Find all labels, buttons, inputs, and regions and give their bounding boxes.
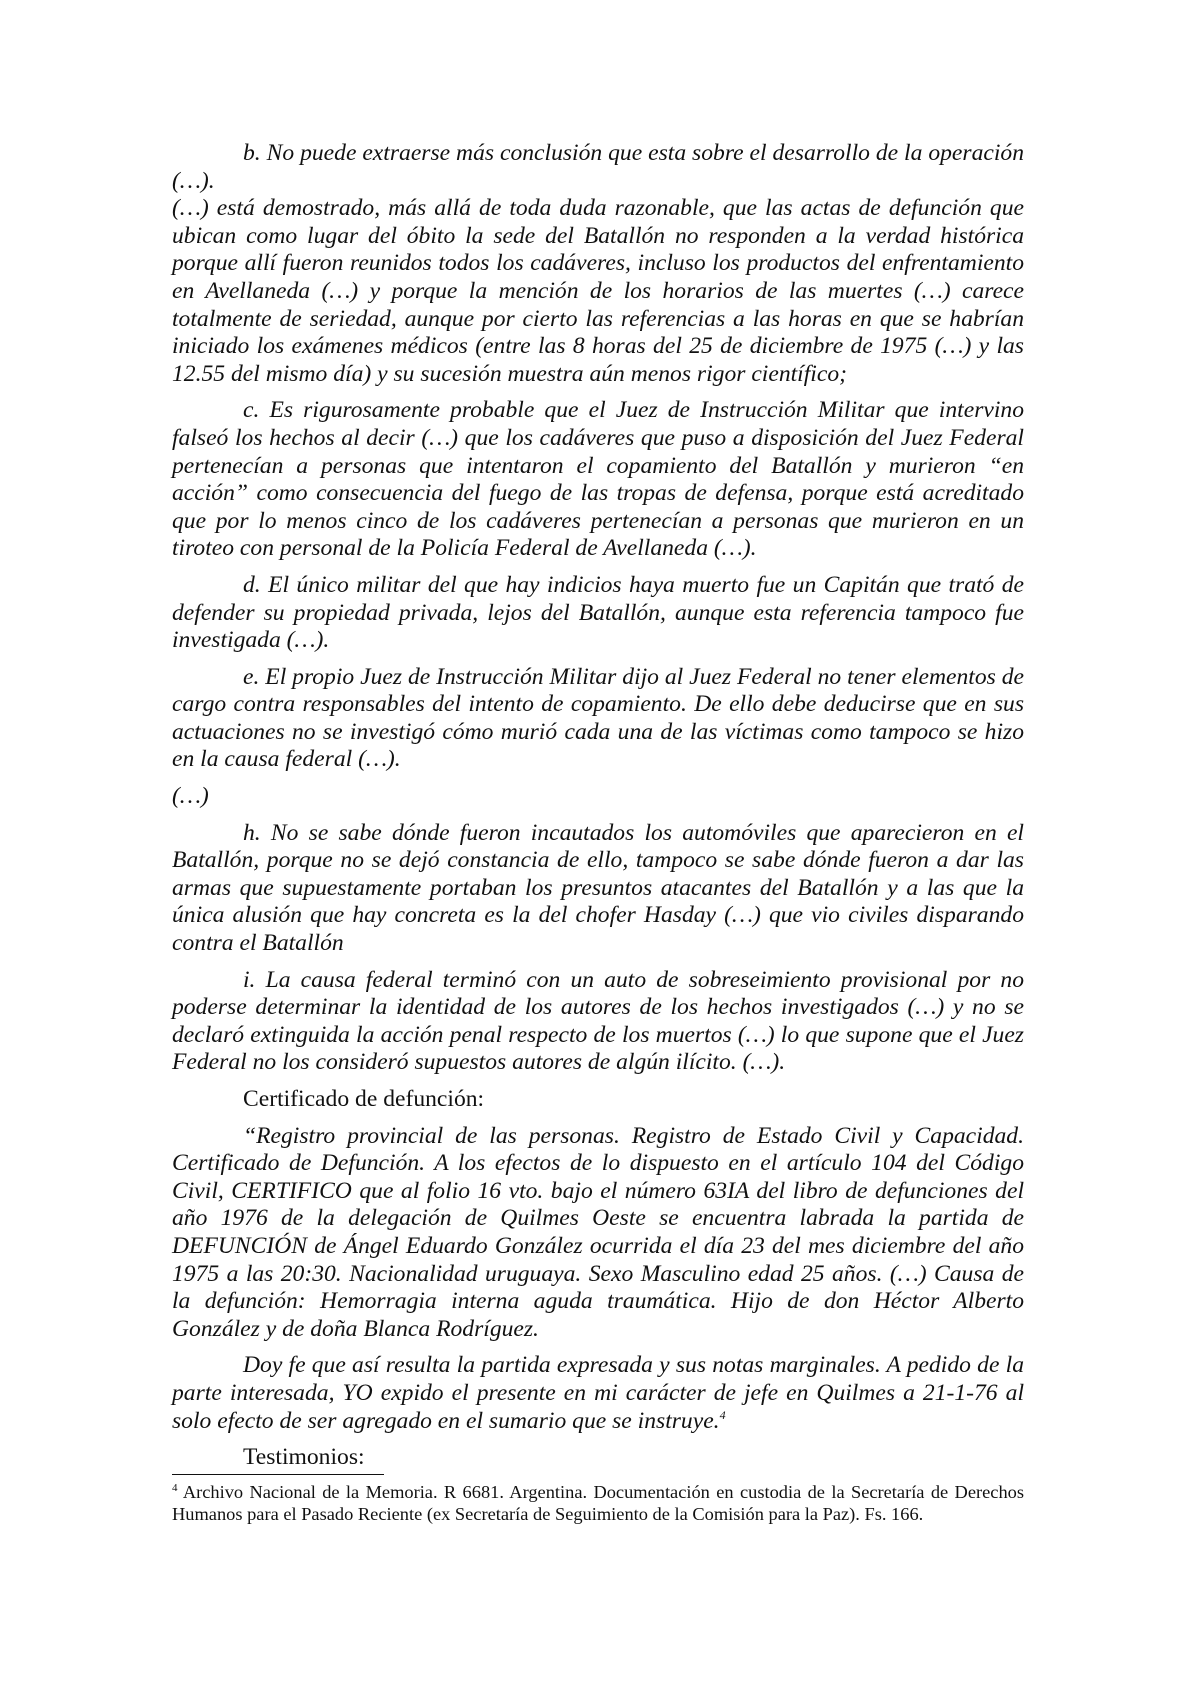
testimonios-heading: Testimonios: [243, 1444, 365, 1471]
document-body [172, 140, 1024, 1481]
paragraph-e: e. El propio Juez de Instrucción Militar dijo al Juez Federal no tener elementos de cargo contra responsables del intento de copamiento. De ello debe deducirse que en sus actuaciones no se investigó cómo murió cada una de las víctimas como tampoco se hizo en la causa federal (…). [172, 663, 1024, 773]
paragraph-b-continued: (…) está demostrado, más allá de toda duda razonable, que las actas de defunción que ubican como lugar del óbito la sede del Batallón no responden a la verdad histórica porque allí fueron reunidos todos los cadáveres, incluso los productos del enfrentamiento en Avellaneda (…) y porque la mención de los horarios de las muertes (…) carece totalmente de seriedad, aunque por cierto las referencias a las horas en que se habrían iniciado los exámenes médicos (entre las 8 horas del 25 de diciembre de 1975 (…) y las 12.55 del mismo día) y su sucesión muestra aún menos rigor científico; [172, 195, 1024, 387]
paragraph-ellipsis: (…) [172, 783, 209, 810]
footnote-text: Archivo Nacional de la Memoria. R 6681. Argentina. Documentación en custodia de la Secretaría de Derechos Humanos para el Pasado Reciente (ex Secretaría de Seguimiento de la Comisión para la Paz). Fs. 166. [172, 1482, 1024, 1524]
certificate-close-text: Doy fe que así resulta la partida expresada y sus notas marginales. A pedido de la parte interesada, YO expido el presente en mi carácter de jefe en Quilmes a 21-1-76 al solo efecto de ser agregado en el sumario que se instruye. [172, 1352, 1024, 1434]
footnote-reference[interactable]: 4 [719, 1407, 726, 1422]
paragraph-i: i. La causa federal terminó con un auto de sobreseimiento provisional por no poderse determinar la identidad de los autores de los hechos investigados (…) y no se declaró extinguida la acción penal respecto de los muertos (…) lo que supone que el Juez Federal no los consideró supuestos autores de algún ilícito. (…). [172, 966, 1024, 1076]
paragraph-d: d. El único militar del que hay indicios haya muerto fue un Capitán que trató de defender su propiedad privada, lejos del Batallón, aunque esta referencia tampoco fue investigada (…). [172, 571, 1024, 654]
paragraph-b: b. No puede extraerse más conclusión que esta sobre el desarrollo de la operación (…). [172, 140, 1024, 194]
paragraph-c: c. Es rigurosamente probable que el Juez de Instrucción Militar que intervino falseó los hechos al decir (…) que los cadáveres que puso a disposición del Juez Federal pertenecían a personas que intentaron el copamiento del Batallón y murieron “en acción” como consecuencia del fuego de las tropas de defensa, porque está acreditado que por lo menos cinco de los cadáveres pertenecían a personas que murieron en un tiroteo con personal de la Policía Federal de Avellaneda (…). [172, 397, 1024, 562]
footnote-separator [172, 1474, 384, 1475]
footnote-number: 4 [172, 1481, 178, 1494]
footnote [172, 1481, 1024, 1525]
certificate-close [172, 1352, 1024, 1435]
paragraph-h: h. No se sabe dónde fueron incautados los automóviles que aparecieron en el Batallón, porque no se dejó constancia de ello, tampoco se sabe dónde fueron a dar las armas que supuestamente portaban los presuntos atacantes del Batallón y a las que la única alusión que hay concreta es la del chofer Hasday (…) que vio civiles disparando contra el Batallón [172, 819, 1024, 957]
certificate-body: “Registro provincial de las personas. Registro de Estado Civil y Capacidad. Certificado de Defunción. A los efectos de lo dispuesto en el artículo 104 del Código Civil, CERTIFICO que al folio 16 vto. bajo el número 63IA del libro de defunciones del año 1976 de la delegación de Quilmes Oeste se encuentra labrada la partida de DEFUNCIÓN de Ángel Eduardo González ocurrida el día 23 del mes diciembre del año 1975 a las 20:30. Nacionalidad uruguaya. Sexo Masculino edad 25 años. (…) Causa de la defunción: Hemorragia interna aguda traumática. Hijo de don Héctor Alberto González y de doña Blanca Rodríguez. [172, 1122, 1024, 1342]
certificate-heading: Certificado de defunción: [243, 1086, 485, 1112]
